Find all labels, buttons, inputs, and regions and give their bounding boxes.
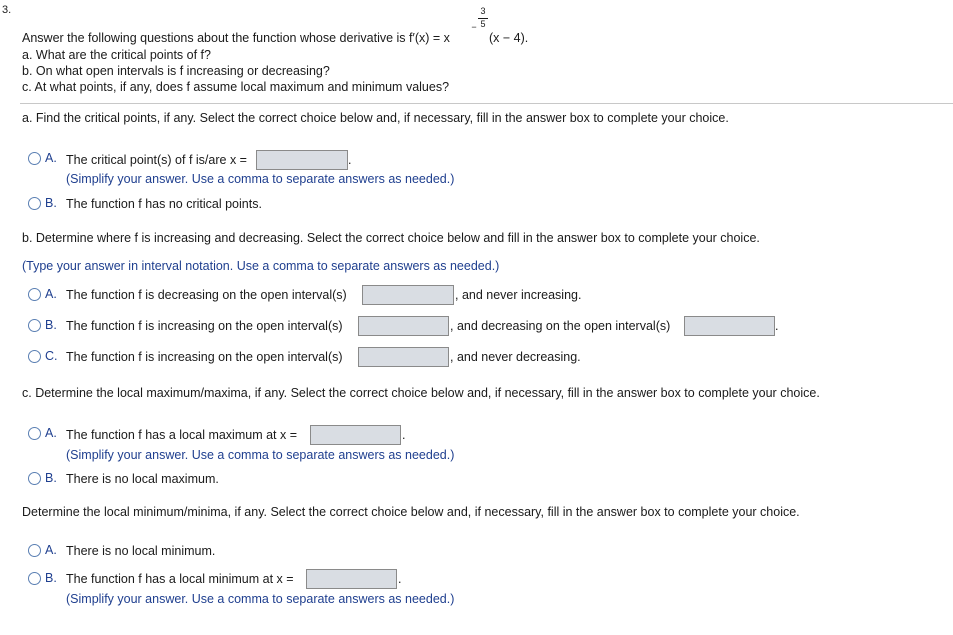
part-b-option-c-after: , and never decreasing. <box>450 350 581 364</box>
decreasing-interval-input[interactable] <box>362 285 454 305</box>
intro-suffix: (x − 4). <box>489 31 529 45</box>
part-a-option-a-text: The critical point(s) of f is/are x = <box>66 153 247 167</box>
part-b-prompt: b. Determine where f is increasing and decreasing. Select the correct choice below and fill in the answer box to complete your choice. <box>22 231 760 245</box>
exponent-numerator: 3 <box>480 6 486 16</box>
part-min-option-b-radio[interactable] <box>28 572 41 585</box>
part-b-option-c-letter: C. <box>45 349 58 363</box>
part-b-option-b-end: . <box>775 319 779 333</box>
item-b: b. On what open intervals is f increasing or decreasing? <box>22 64 330 78</box>
part-min-option-a-letter: A. <box>45 543 57 557</box>
part-c-option-a-end: . <box>402 428 406 442</box>
part-b-option-c-text: The function f is increasing on the open interval(s) <box>66 350 343 364</box>
part-c-option-b-radio[interactable] <box>28 472 41 485</box>
part-c-option-b-text: There is no local maximum. <box>66 472 219 486</box>
part-a-prompt: a. Find the critical points, if any. Select the correct choice below and, if necessary, fill in the answer box to complete your choice. <box>22 111 729 125</box>
part-b-option-a-letter: A. <box>45 287 57 301</box>
part-min-option-b-hint: (Simplify your answer. Use a comma to separate answers as needed.) <box>66 592 455 606</box>
part-c-option-a-hint: (Simplify your answer. Use a comma to separate answers as needed.) <box>66 448 455 462</box>
part-b-hint: (Type your answer in interval notation. Use a comma to separate answers as needed.) <box>22 259 500 273</box>
part-b-option-a-after: , and never increasing. <box>455 288 582 302</box>
local-minimum-input[interactable] <box>306 569 397 589</box>
part-a-option-a-radio[interactable] <box>28 152 41 165</box>
exponent-denominator: 5 <box>480 19 486 29</box>
part-c-option-b-letter: B. <box>45 471 57 485</box>
part-b-option-c-radio[interactable] <box>28 350 41 363</box>
critical-points-input[interactable] <box>256 150 348 170</box>
part-b-option-a-text: The function f is decreasing on the open interval(s) <box>66 288 347 302</box>
part-c-option-a-radio[interactable] <box>28 427 41 440</box>
part-min-prompt: Determine the local minimum/minima, if any. Select the correct choice below and, if necessary, fill in the answer box to complete your choice. <box>22 505 800 519</box>
part-min-option-a-radio[interactable] <box>28 544 41 557</box>
part-c-option-a-text: The function f has a local maximum at x = <box>66 428 298 442</box>
part-a-option-b-text: The function f has no critical points. <box>66 197 262 211</box>
part-a-option-a-hint: (Simplify your answer. Use a comma to separate answers as needed.) <box>66 172 455 186</box>
part-c-prompt: c. Determine the local maximum/maxima, if any. Select the correct choice below and, if necessary, fill in the answer box to complete your choice. <box>22 386 820 400</box>
part-min-option-b-text: The function f has a local minimum at x = <box>66 572 294 586</box>
decreasing-interval-input-2[interactable] <box>684 316 775 336</box>
exponent-sign: − <box>471 22 477 32</box>
item-a: a. What are the critical points of f? <box>22 48 211 62</box>
part-b-option-b-mid: , and decreasing on the open interval(s) <box>450 319 671 333</box>
increasing-only-interval-input[interactable] <box>358 347 449 367</box>
part-a-option-a-letter: A. <box>45 151 57 165</box>
intro-prefix: Answer the following questions about the function whose derivative is f′(x) = x <box>22 31 450 45</box>
part-min-option-b-letter: B. <box>45 571 57 585</box>
part-c-option-a-letter: A. <box>45 426 57 440</box>
part-min-option-b-end: . <box>398 572 402 586</box>
part-a-option-b-radio[interactable] <box>28 197 41 210</box>
question-number: 3. <box>2 4 12 16</box>
part-b-option-b-text: The function f is increasing on the open interval(s) <box>66 319 343 333</box>
local-maximum-input[interactable] <box>310 425 401 445</box>
part-min-option-a-text: There is no local minimum. <box>66 544 216 558</box>
part-b-option-b-radio[interactable] <box>28 319 41 332</box>
part-b-option-b-letter: B. <box>45 318 57 332</box>
part-b-option-a-radio[interactable] <box>28 288 41 301</box>
item-c: c. At what points, if any, does f assume local maximum and minimum values? <box>22 80 450 94</box>
part-a-option-a-end: . <box>348 153 352 167</box>
increasing-interval-input[interactable] <box>358 316 449 336</box>
part-a-option-b-letter: B. <box>45 196 57 210</box>
divider <box>20 103 953 104</box>
